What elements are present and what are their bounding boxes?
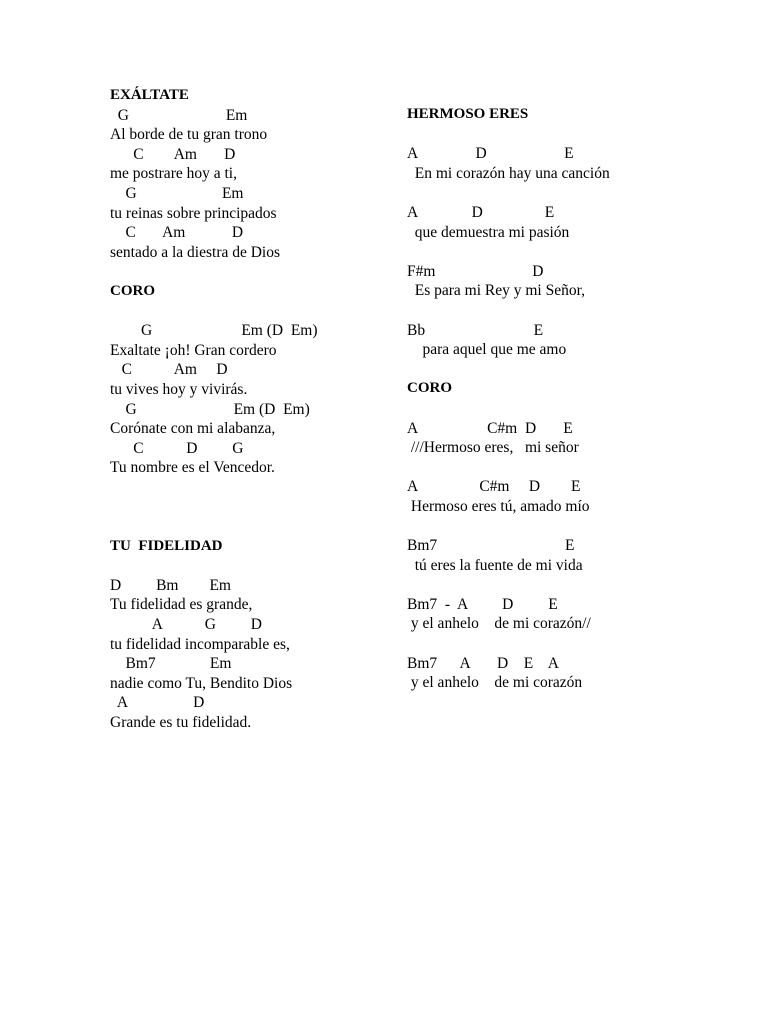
left-chord-line: G Em (D Em) xyxy=(110,400,310,418)
right-blank-line xyxy=(407,183,707,203)
right-lyric-line: Hermoso eres tú, amado mío xyxy=(407,497,590,515)
right-section-title: CORO xyxy=(407,380,452,397)
right-blank-line xyxy=(407,634,707,654)
right-blank-line xyxy=(407,360,707,380)
left-chord-line: D Bm Em xyxy=(110,576,231,594)
left-lyric-line: sentado a la diestra de Dios xyxy=(110,243,281,261)
left-lyric-line: Tu nombre es el Vencedor. xyxy=(110,459,275,477)
left-lyric-line: Al borde de tu gran trono xyxy=(110,126,268,144)
right-column xyxy=(407,105,707,693)
right-chord-line: Bm7 A D E A xyxy=(407,654,560,672)
left-section-title: TU FIDELIDAD xyxy=(110,537,223,554)
right-chord-line: A D E xyxy=(407,145,574,163)
left-chord-line: C Am D xyxy=(110,145,236,163)
left-blank-line xyxy=(110,478,410,498)
left-lyric-line: Grande es tu fidelidad. xyxy=(110,714,252,731)
left-blank-line xyxy=(110,497,410,517)
left-chord-line: G Em xyxy=(110,184,244,202)
right-chord-line: A D E xyxy=(407,203,555,221)
left-chord-line: A G D xyxy=(110,616,262,634)
right-blank-line xyxy=(407,125,707,145)
left-blank-line xyxy=(110,302,410,322)
right-chord-line: F#m D xyxy=(407,262,544,280)
left-section-title: CORO xyxy=(110,282,155,299)
right-chord-line: Bb E xyxy=(407,321,544,339)
right-chord-line: A C#m D E xyxy=(407,478,581,496)
right-lyric-line: para aquel que me amo xyxy=(407,341,567,359)
left-chord-line: A D xyxy=(110,694,205,712)
left-column xyxy=(110,86,410,733)
left-blank-line xyxy=(110,556,410,576)
right-chord-line: Bm7 E xyxy=(407,537,575,555)
right-lyric-line: y el anhelo de mi corazón xyxy=(407,674,583,692)
left-chord-line: C D G xyxy=(110,439,244,457)
left-lyric-line: nadie como Tu, Bendito Dios xyxy=(110,674,293,692)
left-blank-line xyxy=(110,517,410,537)
left-chord-line: C Am D xyxy=(110,361,228,379)
right-blank-line xyxy=(407,575,707,595)
left-lyric-line: Corónate con mi alabanza, xyxy=(110,420,276,438)
left-chord-line: G Em xyxy=(110,106,248,124)
right-blank-line xyxy=(407,301,707,321)
left-lyric-line: tu vives hoy y vivirás. xyxy=(110,380,248,398)
left-lyric-line: me postrare hoy a ti, xyxy=(110,165,237,183)
right-chord-line: A C#m D E xyxy=(407,419,573,437)
right-blank-line xyxy=(407,516,707,536)
left-chord-line: Bm7 Em xyxy=(110,655,232,673)
right-lyric-line: En mi corazón hay una canción xyxy=(407,164,610,182)
right-blank-line xyxy=(407,399,707,419)
left-section-title: EXÁLTATE xyxy=(110,87,189,103)
right-lyric-line: ///Hermoso eres, mi señor xyxy=(407,439,579,457)
left-blank-line xyxy=(110,262,410,282)
right-blank-line xyxy=(407,242,707,262)
right-lyric-line: Es para mi Rey y mi Señor, xyxy=(407,282,586,300)
right-lyric-line: tú eres la fuente de mi vida xyxy=(407,556,583,574)
left-chord-line: C Am D xyxy=(110,224,244,242)
right-lyric-line: y el anhelo de mi corazón// xyxy=(407,615,591,633)
left-lyric-line: Exaltate ¡oh! Gran cordero xyxy=(110,341,277,359)
left-lyric-line: tu reinas sobre principados xyxy=(110,204,277,222)
left-lyric-line: Tu fidelidad es grande, xyxy=(110,596,253,614)
right-lyric-line: que demuestra mi pasión xyxy=(407,223,570,241)
left-chord-line: G Em (D Em) xyxy=(110,322,318,340)
left-lyric-line: tu fidelidad incomparable es, xyxy=(110,635,290,653)
right-chord-line: Bm7 - A D E xyxy=(407,595,558,613)
right-section-title: HERMOSO ERES xyxy=(407,106,529,122)
right-blank-line xyxy=(407,458,707,478)
